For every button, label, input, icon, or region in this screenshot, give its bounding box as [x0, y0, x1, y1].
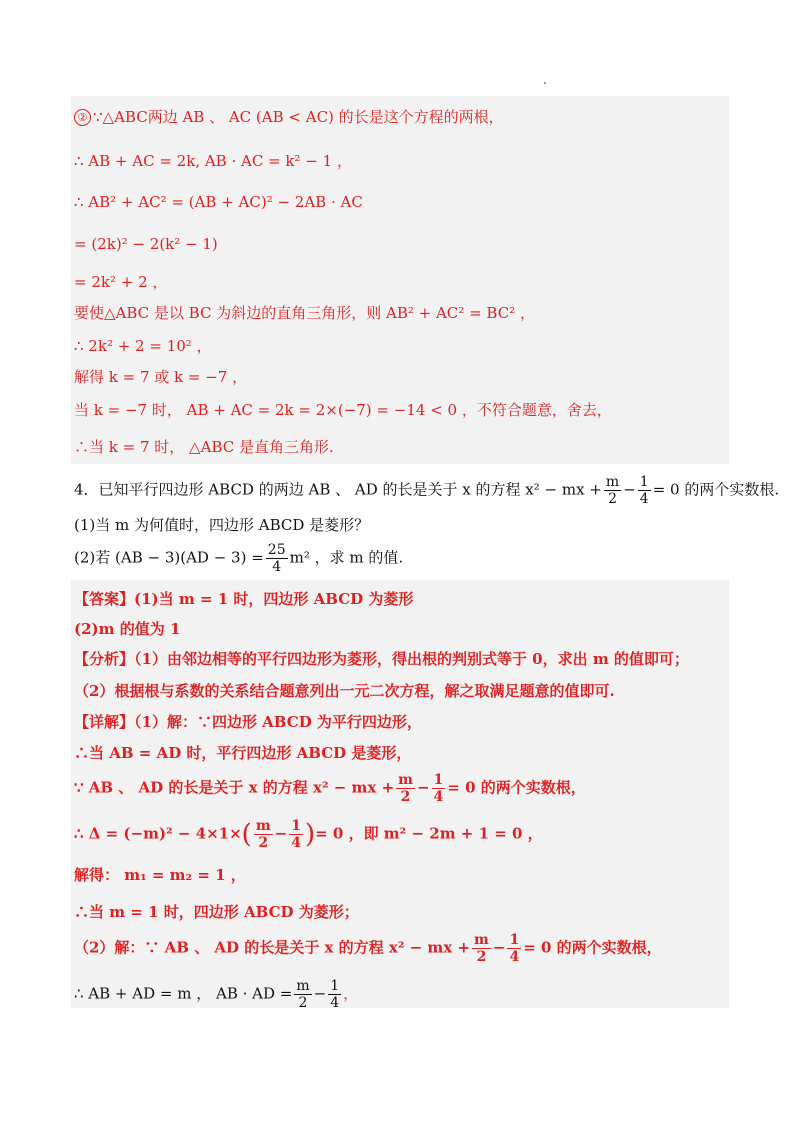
fraction-1-over-4: $\frac{1}{4}$ [639, 474, 649, 507]
question-4-part-2: (2)若 (AB − 3)(AD − 3) = $\frac{25}{4}$ m² ，求 m 的值. [74, 542, 404, 575]
fraction-25-over-4: $\frac{25}{4}$ [267, 542, 286, 575]
detail-line-1: 【详解】（1）解：∵四边形 ABCD 为平行四边形， [74, 713, 422, 731]
analysis-line-1: 【分析】（1）由邻边相等的平行四边形为菱形，得出根的判别式等于 0，求出 m 的值即可； [74, 650, 689, 668]
solution-line-7: ∴ 2k² + 2 = 10² ， [74, 337, 212, 355]
answer-line-1: 【答案】(1)当 m = 1 时，四边形 ABCD 为菱形 [74, 590, 414, 608]
circled-number-marker: ② [74, 109, 91, 126]
solution-line-9: 当 k = −7 时， AB + AC = 2k = 2×(−7) = −14 < 0 ，不符合题意，舍去， [74, 401, 612, 419]
fraction-m-over-2: $\frac{m}{2}$ [398, 772, 413, 805]
detail-line-2: ∴当 AB = AD 时，平行四边形 ABCD 是菱形， [74, 744, 412, 762]
solution-line-10: ∴当 k = 7 时， △ABC 是直角三角形. [74, 438, 334, 456]
solution-line-8: 解得 k = 7 或 k = −7 ， [74, 368, 248, 386]
fraction-1-over-4: $\frac{1}{4}$ [433, 772, 444, 805]
fraction-m-over-2: $\frac{m}{2}$ [474, 932, 489, 965]
solution-line-3: ∴ AB² + AC² = (AB + AC)² − 2AB · AC [74, 193, 363, 211]
fraction-1-over-4: $\frac{1}{4}$ [509, 932, 520, 965]
detail-line-8: ∴ AB + AD = m ， AB · AD = $\frac{m}{2}$ − $\frac{1}{4}$ ， [74, 978, 359, 1011]
fraction-m-over-2: $\frac{m}{2}$ [605, 474, 620, 507]
fraction-m-over-2: $\frac{m}{2}$ [255, 818, 271, 851]
detail-line-4: ∴ Δ = (−m)² − 4×1×( $\frac{m}{2}$ − $\frac{1}{4}$ )= 0 ，即 m² − 2m + 1 = 0 ， [74, 818, 543, 851]
answer-line-2: (2)m 的值为 1 [74, 620, 181, 638]
solution-line-5: = 2k² + 2 ， [74, 273, 168, 291]
detail-line-7: （2）解：∵ AB 、 AD 的长是关于 x 的方程 x² − mx + $\frac{m}{2}$ − $\frac{1}{4}$ = 0 的两个实数根， [74, 932, 662, 965]
solution-line-6: 要使△ABC 是以 BC 为斜边的直角三角形，则 AB² + AC² = BC² ， [74, 304, 535, 322]
solution-line-4: = (2k)² − 2(k² − 1) [74, 235, 218, 253]
detail-line-6: ∴当 m = 1 时，四边形 ABCD 为菱形； [74, 903, 359, 921]
question-4-part-1: (1)当 m 为何值时，四边形 ABCD 是菱形？ [74, 516, 370, 534]
solution-line-2: ∴ AB + AC = 2k, AB · AC = k² − 1 ， [74, 152, 352, 170]
analysis-line-2: （2）根据根与系数的关系结合题意列出一元二次方程，解之取满足题意的值即可. [74, 682, 615, 700]
detail-line-5: 解得： m₁ = m₂ = 1 ， [74, 866, 246, 884]
page-speck [544, 82, 546, 84]
fraction-1-over-4: $\frac{1}{4}$ [291, 818, 301, 851]
question-4-stem: 4．已知平行四边形 ABCD 的两边 AB 、 AD 的长是关于 x 的方程 x² − mx + $\frac{m}{2}$ − $\frac{1}{4}$ = 0 的两个实数根. [74, 474, 780, 507]
solution-line-1: ② ∵△ABC两边 AB 、 AC (AB < AC) 的长是这个方程的两根， [74, 106, 504, 128]
detail-line-3: ∵ AB 、 AD 的长是关于 x 的方程 x² − mx + $\frac{m}{2}$ − $\frac{1}{4}$ = 0 的两个实数根， [74, 772, 586, 805]
fraction-m-over-2: $\frac{m}{2}$ [296, 978, 310, 1011]
fraction-1-over-4: $\frac{1}{4}$ [330, 978, 340, 1011]
